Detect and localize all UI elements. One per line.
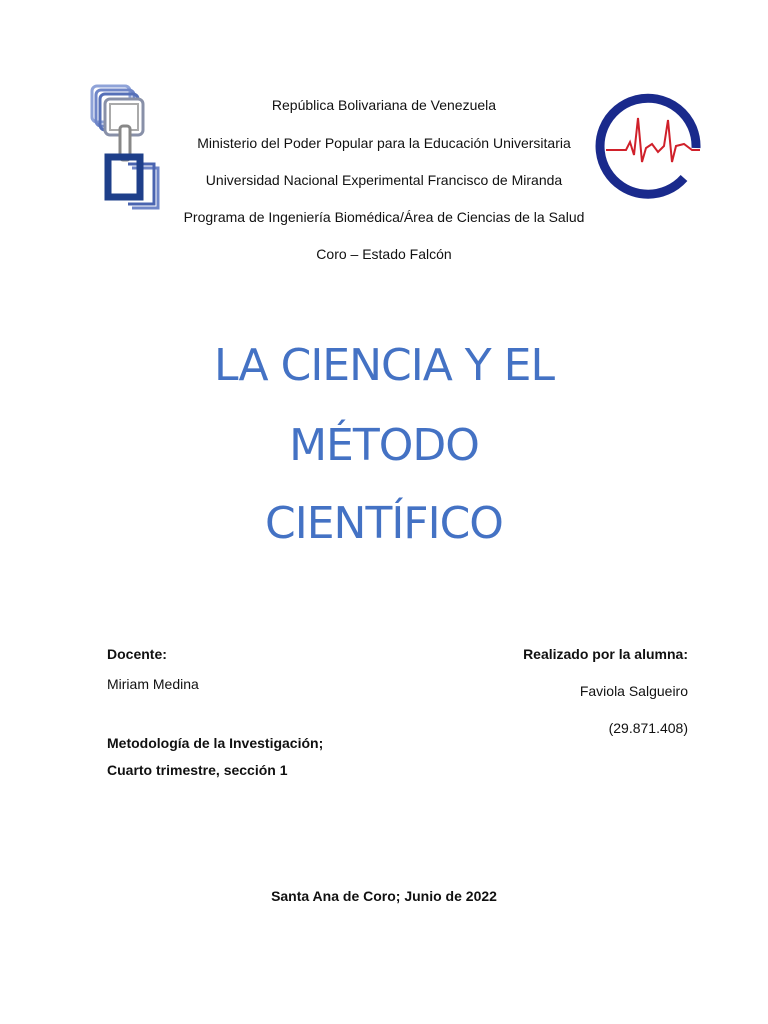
header-line: Coro – Estado Falcón xyxy=(316,246,452,262)
place-date: Santa Ana de Coro; Junio de 2022 xyxy=(271,888,497,904)
title-line: CIENTÍFICO xyxy=(265,498,503,549)
title-line: LA CIENCIA Y EL xyxy=(214,340,554,391)
section: Cuarto trimestre, sección 1 xyxy=(107,762,288,778)
author-id: (29.871.408) xyxy=(608,720,688,736)
header-line: Programa de Ingeniería Biomédica/Área de Ciencias de la Salud xyxy=(183,209,585,225)
header-line: República Bolivariana de Venezuela xyxy=(271,97,497,113)
subject: Metodología de la Investigación; xyxy=(107,735,324,751)
title-line: MÉTODO xyxy=(289,420,479,471)
author-label: Realizado por la alumna: xyxy=(523,646,688,662)
docente-name: Miriam Medina xyxy=(107,676,199,692)
author-name: Faviola Salgueiro xyxy=(579,683,688,699)
header-line: Universidad Nacional Experimental Francisco de Miranda xyxy=(205,172,563,188)
docente-label: Docente: xyxy=(107,646,167,662)
header-line: Ministerio del Poder Popular para la Educación Universitaria xyxy=(197,135,571,151)
